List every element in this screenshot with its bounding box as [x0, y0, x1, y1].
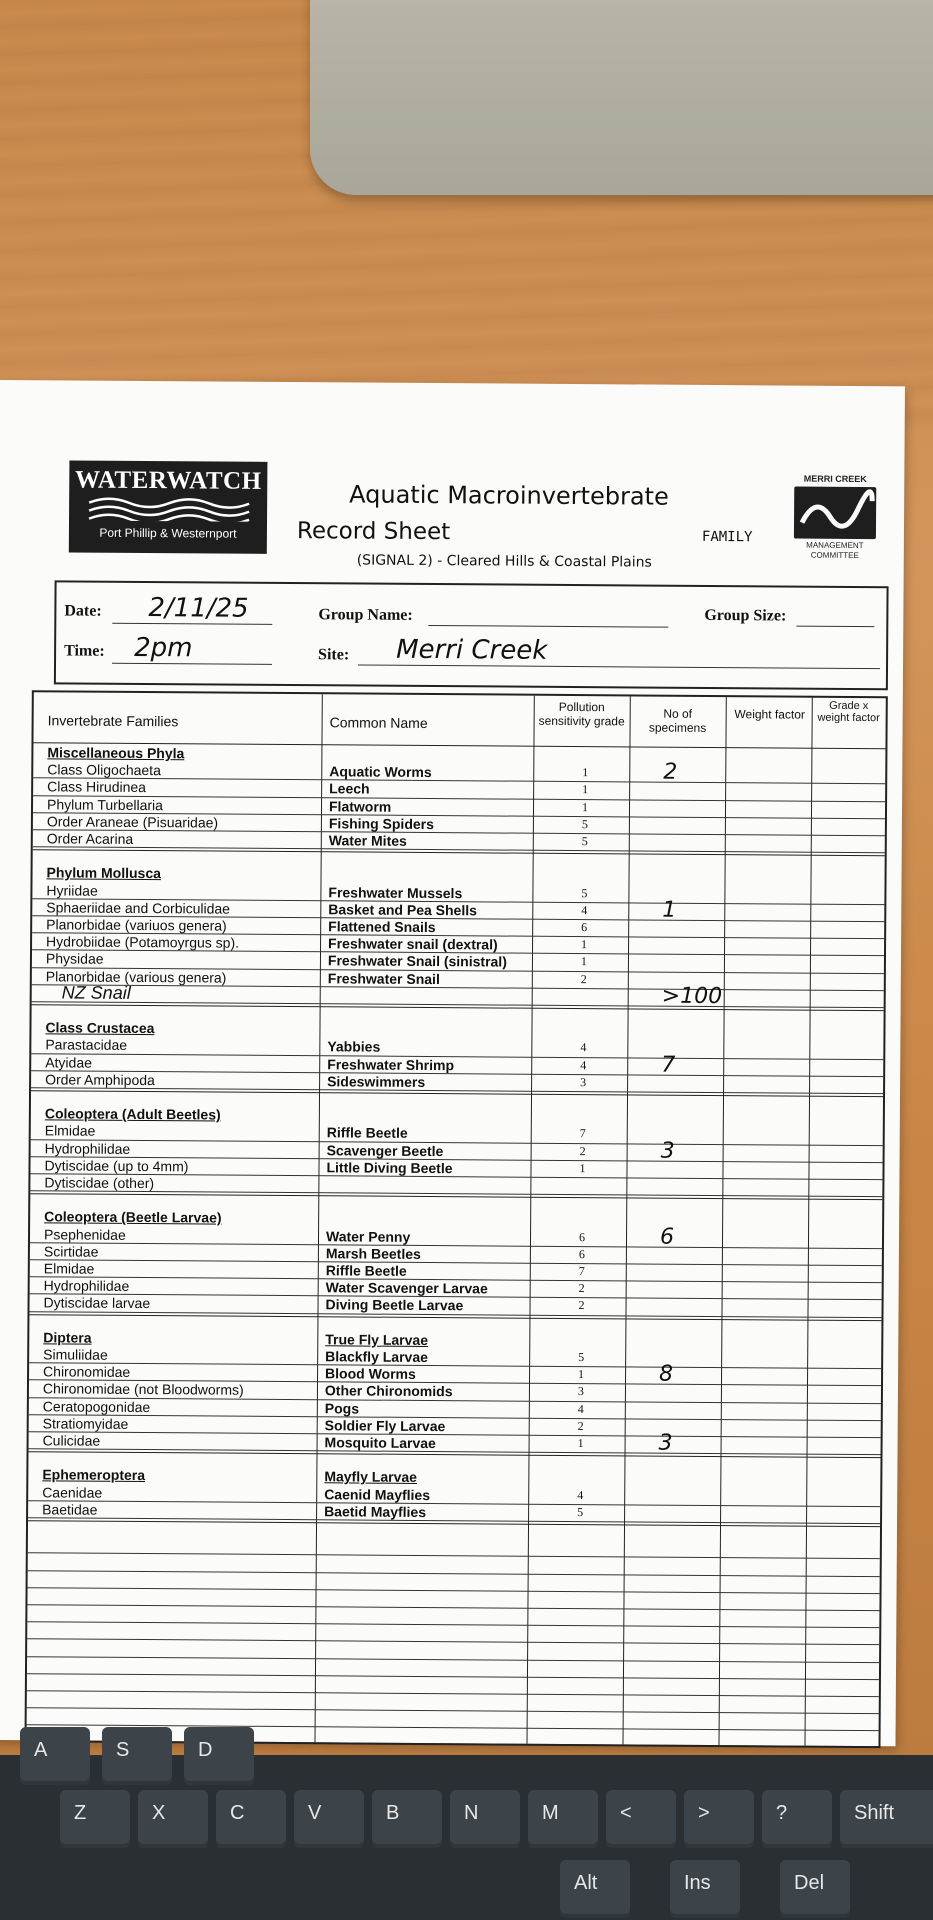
section-title: Phylum Mollusca: [46, 864, 161, 882]
specimen-count-cell[interactable]: 2: [663, 759, 678, 785]
section-common-name: True Fly Larvae: [325, 1331, 429, 1348]
record-sheet: [0, 380, 905, 1746]
grade-cell: 1: [581, 937, 588, 952]
section-title: Class Crustacea: [45, 1019, 155, 1037]
grade-cell: 2: [579, 1143, 586, 1158]
family-cell: Physidae: [45, 950, 104, 968]
family-cell: Chironomidae (not Bloodworms): [42, 1380, 244, 1399]
empty-row-line: [27, 1621, 879, 1628]
family-cell: Order Amphipoda: [45, 1071, 155, 1088]
grade-cell: 4: [581, 902, 588, 917]
family-cell: Caenidae: [42, 1483, 103, 1501]
grade-cell: 1: [581, 799, 589, 814]
grade-cell: 6: [578, 1229, 586, 1244]
specimen-count-cell[interactable]: 3: [658, 1430, 673, 1456]
section-title: Miscellaneous Phyla: [47, 744, 185, 762]
common-name-cell: Freshwater Mussels: [328, 883, 463, 901]
logo-title: WATERWATCH: [74, 466, 262, 495]
merri-creek-logo: [789, 474, 882, 562]
waterwatch-logo: [69, 460, 268, 553]
section-common-name: Mayfly Larvae: [324, 1468, 418, 1486]
common-name-cell: Yabbies: [327, 1038, 381, 1056]
family-cell: Culicidae: [42, 1432, 101, 1449]
grade-cell: 7: [579, 1126, 586, 1141]
key-del[interactable]: Del: [780, 1860, 850, 1918]
family-cell: Phylum Turbellaria: [46, 795, 164, 813]
metal-tray: [310, 0, 933, 195]
family-label: FAMILY: [701, 528, 753, 546]
family-cell: Hydrophilidae: [43, 1277, 130, 1295]
key-c[interactable]: C: [216, 1790, 286, 1848]
family-cell: Dytiscidae (other): [44, 1174, 155, 1192]
family-cell: Stratiomyidae: [42, 1415, 129, 1432]
grade-cell: 5: [578, 1350, 585, 1365]
time-label: Time:: [64, 642, 105, 660]
common-name-cell: Pogs: [324, 1399, 360, 1417]
family-cell: Psephenidae: [43, 1225, 126, 1243]
empty-row-line: [28, 1587, 880, 1594]
common-name-cell: Diving Beetle Larvae: [325, 1296, 464, 1314]
grade-cell: 4: [577, 1487, 584, 1502]
family-cell: Order Acarina: [46, 830, 134, 847]
family-cell: Class Hirudinea: [47, 778, 147, 796]
grade-cell: 4: [580, 1057, 587, 1072]
signal-subtitle: (SIGNAL 2) - Cleared Hills & Coastal Plains: [356, 552, 652, 571]
common-name-cell: Water Scavenger Larvae: [325, 1279, 488, 1297]
section-title: Ephemeroptera: [42, 1466, 146, 1484]
group-name-label: Group Name:: [318, 606, 413, 624]
key-n[interactable]: N: [450, 1790, 520, 1848]
common-name-cell: Freshwater Snail: [327, 969, 440, 987]
common-name-cell: Aquatic Worms: [329, 763, 432, 781]
empty-row-line: [27, 1707, 879, 1714]
family-cell: Hydrophilidae: [44, 1139, 131, 1157]
empty-row-line: [27, 1690, 879, 1697]
grade-cell: 2: [578, 1298, 585, 1313]
common-name-cell: Blackfly Larvae: [325, 1348, 428, 1366]
merri-logo-top: MERRI CREEK: [803, 473, 867, 485]
grade-cell: 1: [577, 1436, 584, 1451]
grade-cell: 3: [580, 1074, 587, 1089]
family-cell: Parastacidae: [45, 1036, 128, 1054]
date-label: Date:: [64, 602, 102, 620]
common-name-cell: Basket and Pea Shells: [328, 901, 478, 919]
common-name-cell: Freshwater snail (dextral): [328, 935, 498, 953]
specimen-count-cell[interactable]: 1: [662, 897, 677, 923]
common-name-cell: Riffle Beetle: [325, 1262, 407, 1279]
common-name-cell: Scavenger Beetle: [326, 1141, 444, 1159]
common-name-cell: Caenid Mayflies: [324, 1485, 431, 1503]
section-title: Coleoptera (Beetle Larvae): [44, 1208, 222, 1226]
col-families: Invertebrate Families: [47, 712, 179, 730]
common-name-cell: Baetid Mayflies: [324, 1503, 427, 1520]
section-title: Coleoptera (Adult Beetles): [44, 1105, 221, 1123]
specimen-count-cell[interactable]: >100: [661, 983, 723, 1009]
family-cell: Class Oligochaeta: [47, 761, 161, 779]
empty-row-line: [27, 1639, 879, 1646]
key-sym[interactable]: <: [606, 1790, 676, 1848]
family-cell: Baetidae: [42, 1501, 98, 1518]
key-ins[interactable]: Ins: [670, 1860, 740, 1918]
sheet-title-line1: Aquatic Macroinvertebrate: [349, 480, 669, 511]
grade-cell: 2: [580, 971, 587, 986]
grade-cell: 7: [578, 1264, 585, 1279]
common-name-cell: Blood Worms: [325, 1365, 416, 1383]
keyboard: [0, 1739, 933, 1920]
family-cell: Dytiscidae (up to 4mm): [44, 1157, 189, 1175]
grade-cell: 1: [582, 782, 589, 797]
grade-cell: 4: [580, 1040, 587, 1055]
waves-icon: [69, 494, 267, 521]
grade-cell: 1: [578, 1367, 585, 1382]
group-name-line[interactable]: [428, 625, 668, 628]
key-sym[interactable]: >: [684, 1790, 754, 1848]
family-cell: Elmidae: [44, 1122, 96, 1140]
grade-cell: 1: [582, 765, 589, 780]
common-name-cell: Soldier Fly Larvae: [324, 1417, 446, 1434]
key-shift[interactable]: Shift: [840, 1790, 933, 1848]
grade-cell: 1: [579, 1160, 586, 1175]
family-cell: Order Araneae (Pisuaridae): [46, 813, 219, 831]
common-name-cell: Freshwater Snail (sinistral): [327, 952, 507, 970]
family-cell: Scirtidae: [43, 1243, 99, 1260]
specimen-count-cell[interactable]: 7: [661, 1052, 676, 1078]
key-x[interactable]: X: [138, 1790, 208, 1848]
specimen-count-cell[interactable]: 8: [658, 1361, 674, 1387]
empty-row-line: [27, 1604, 879, 1611]
common-name-cell: Water Mites: [328, 832, 407, 849]
grade-cell: 5: [581, 834, 588, 849]
col-grade-x-weight: Grade x weight factor: [817, 699, 880, 725]
key-d[interactable]: D: [184, 1727, 254, 1785]
specimen-count-cell[interactable]: 6: [659, 1224, 675, 1250]
key-b[interactable]: B: [372, 1790, 442, 1848]
grade-cell: 5: [581, 885, 588, 900]
common-name-cell: Sideswimmers: [327, 1073, 426, 1090]
family-cell: Sphaeriidae and Corbiculidae: [46, 899, 231, 917]
site-line: [358, 665, 880, 670]
date-value[interactable]: 2/11/25: [148, 593, 249, 624]
key-sym[interactable]: ?: [762, 1790, 832, 1848]
group-size-label: Group Size:: [704, 606, 787, 625]
common-name-cell: Little Diving Beetle: [326, 1159, 453, 1176]
common-name-cell: Water Penny: [325, 1227, 411, 1245]
key-v[interactable]: V: [294, 1790, 364, 1848]
common-name-cell: Fishing Spiders: [328, 815, 434, 832]
merri-mark-icon: [794, 487, 876, 540]
family-cell: Chironomidae: [43, 1363, 131, 1381]
family-cell: Planorbidae (various genera): [45, 967, 227, 986]
grade-cell: 1: [580, 954, 588, 969]
grade-cell: 6: [578, 1246, 585, 1261]
key-alt[interactable]: Alt: [560, 1860, 630, 1918]
family-cell: Hydrobiidae (Potamoyrgus sp).: [46, 933, 240, 951]
group-size-line[interactable]: [796, 626, 874, 628]
col-specimens: No of specimens: [648, 706, 707, 735]
grade-cell: 5: [581, 816, 588, 831]
site-label: Site:: [318, 646, 350, 664]
common-name-cell: Other Chironomids: [324, 1382, 453, 1400]
key-z[interactable]: Z: [60, 1790, 130, 1848]
family-cell: Planorbidae (variuos genera): [46, 916, 227, 934]
family-cell: Ceratopogonidae: [42, 1397, 151, 1415]
empty-row-line: [28, 1553, 880, 1560]
empty-row-line: [28, 1570, 880, 1577]
col-weight-factor: Weight factor: [734, 707, 805, 722]
family-cell: Elmidae: [43, 1260, 95, 1277]
grade-cell: 6: [581, 920, 588, 935]
col-pollution-grade: Pollution sensitivity grade: [538, 699, 625, 729]
family-cell: Dytiscidae larvae: [43, 1294, 151, 1312]
common-name-cell: Freshwater Shrimp: [327, 1055, 455, 1073]
family-cell: Atyidae: [45, 1053, 92, 1071]
grade-cell: 4: [577, 1401, 584, 1416]
common-name-cell: Leech: [329, 780, 370, 797]
family-cell: NZ Snail: [61, 982, 131, 1003]
grade-cell: 5: [577, 1504, 584, 1519]
common-name-cell: Flattened Snails: [328, 918, 436, 936]
col-common-name: Common Name: [329, 714, 428, 731]
time-value[interactable]: 2pm: [134, 632, 193, 664]
common-name-cell: Riffle Beetle: [326, 1124, 408, 1142]
common-name-cell: Flatworm: [328, 797, 392, 815]
grade-cell: 2: [578, 1281, 585, 1296]
empty-row-line: [27, 1673, 879, 1680]
info-box: [54, 580, 889, 690]
site-value[interactable]: Merri Creek: [396, 634, 548, 666]
key-a[interactable]: A: [20, 1727, 90, 1785]
grade-cell: 2: [577, 1418, 584, 1433]
common-name-cell: Marsh Beetles: [325, 1245, 421, 1262]
merri-logo-bottom1: MANAGEMENT: [806, 540, 864, 551]
common-name-cell: Mosquito Larvae: [324, 1434, 436, 1452]
merri-logo-bottom2: COMMITTEE: [810, 550, 859, 560]
key-s[interactable]: S: [102, 1727, 172, 1785]
family-cell: Hyriidae: [46, 881, 98, 899]
record-table: [24, 690, 887, 1748]
logo-subtitle: Port Phillip & Westernport: [99, 525, 237, 541]
key-m[interactable]: M: [528, 1790, 598, 1848]
specimen-count-cell[interactable]: 3: [660, 1138, 675, 1164]
section-title: Diptera: [43, 1329, 92, 1346]
sheet-title-line2: Record Sheet: [296, 518, 451, 546]
empty-row-line: [27, 1656, 879, 1663]
grade-cell: 3: [577, 1384, 585, 1399]
family-cell: Simuliidae: [43, 1346, 108, 1363]
